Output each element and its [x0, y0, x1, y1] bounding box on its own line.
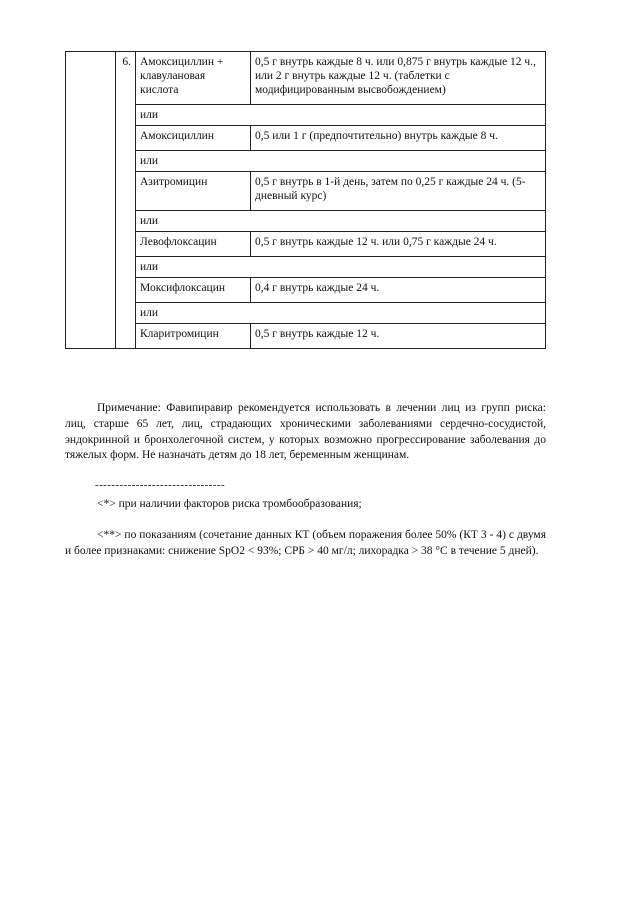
drug-dose: 0,5 или 1 г (предпочтительно) внутрь каждые 8 ч.	[251, 126, 546, 151]
table-row	[66, 172, 546, 211]
table-row	[66, 211, 546, 232]
drug-name: Амоксициллин	[136, 126, 251, 151]
table-row	[66, 303, 546, 324]
or-separator: или	[136, 105, 546, 126]
drug-dose: 0,5 г внутрь каждые 12 ч.	[251, 324, 546, 349]
drug-name: Азитромицин	[136, 172, 251, 211]
or-separator: или	[136, 151, 546, 172]
table-row	[66, 105, 546, 126]
footnote-1	[65, 496, 546, 512]
footnote-2-text: <**> по показаниям (сочетание данных КТ (объем поражения более 50% (КТ 3 - 4) с двумя и более признаками: снижение SpO2 < 93%; СРБ > 40 мг/л; лихорадка > 38 °С в течение 5 дней).	[65, 529, 546, 557]
table-row	[66, 257, 546, 278]
note-paragraph	[65, 401, 546, 464]
drug-dose: 0,5 г внутрь каждые 12 ч. или 0,75 г каждые 24 ч.	[251, 232, 546, 257]
table-row	[66, 151, 546, 172]
footnote-2	[65, 528, 546, 560]
table-row	[66, 324, 546, 349]
or-separator: или	[136, 257, 546, 278]
table-row	[66, 232, 546, 257]
drug-name: Кларитромицин	[136, 324, 251, 349]
drug-name: Моксифлоксацин	[136, 278, 251, 303]
antibiotics-table	[65, 51, 546, 349]
drug-dose: 0,5 г внутрь в 1-й день, затем по 0,25 г каждые 24 ч. (5-дневный курс)	[251, 172, 546, 211]
row-number: 6.	[116, 52, 136, 349]
drug-dose: 0,5 г внутрь каждые 8 ч. или 0,875 г внутрь каждые 12 ч., или 2 г внутрь каждые 12 ч. (таблетки с модифицированным высвобождением)	[251, 52, 546, 105]
table-row	[66, 126, 546, 151]
drug-name: Амоксициллин + клавулановая кислота	[136, 52, 251, 105]
table-row	[66, 52, 546, 105]
or-separator: или	[136, 303, 546, 324]
footnote-1-text: <*> при наличии факторов риска тромбообразования;	[97, 498, 362, 510]
or-separator: или	[136, 211, 546, 232]
note-text: Примечание: Фавипиравир рекомендуется использовать в лечении лиц из групп риска: лиц, старше 65 лет, лиц, страдающих хроническими заболеваниями сердечно-сосудистой, эндокринной и бронхолегочной систем, у которых возможно прогрессирование заболевания до тяжелых форм. Не назначать детям до 18 лет, беременным женщинам.	[65, 402, 546, 462]
drug-dose: 0,4 г внутрь каждые 24 ч.	[251, 278, 546, 303]
footnote-separator: --------------------------------	[95, 479, 226, 491]
table-empty-column	[66, 52, 116, 349]
table-row	[66, 278, 546, 303]
drug-name: Левофлоксацин	[136, 232, 251, 257]
